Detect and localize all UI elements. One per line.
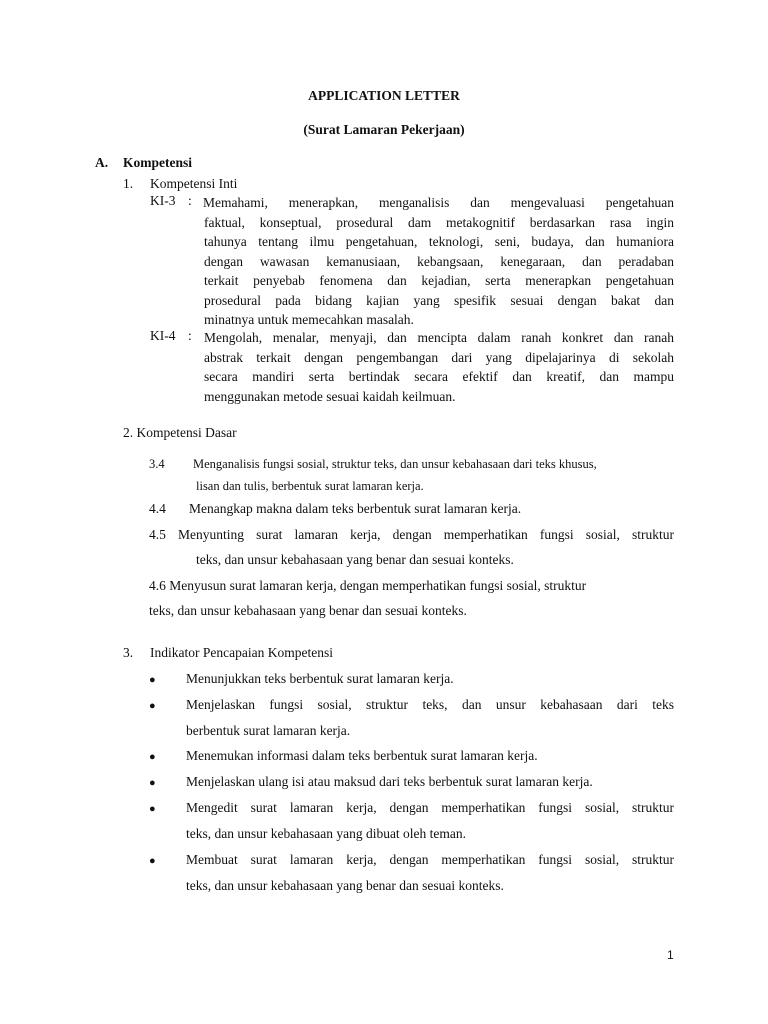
ki3-colon: :: [188, 193, 192, 208]
ki3-line: tahunya tentang ilmu pengetahuan, teknologi, seni, budaya, dan humaniora: [204, 234, 674, 249]
ki4-colon: :: [188, 328, 192, 343]
ki4-line: secara mandiri serta bertindak secara efektif dan kreatif, dan mampu: [204, 369, 674, 384]
bullet-icon: ●: [149, 855, 156, 867]
section-a-marker: A.: [95, 155, 109, 170]
kd-heading: 2. Kompetensi Dasar: [123, 425, 237, 440]
indikator-item-line: Menemukan informasi dalam teks berbentuk surat lamaran kerja.: [186, 748, 538, 763]
indikator-item: [186, 769, 674, 795]
indikator-item-line: Menjelaskan fungsi sosial, struktur teks, dan unsur kebahasaan dari teks: [186, 697, 674, 712]
indikator-item: [186, 847, 674, 899]
ki3-line: prosedural pada bidang kajian yang spesifik sesuai dengan bakat dan: [204, 292, 674, 308]
kd46-line2: teks, dan unsur kebahasaan yang benar dan sesuai konteks.: [149, 603, 467, 618]
ki3-line: terkait penyebab fenomena dan kejadian, serta menerapkan pengetahuan: [204, 273, 674, 288]
ki-heading: Kompetensi Inti: [150, 176, 238, 191]
bullet-icon: ●: [149, 803, 156, 815]
indikator-item: [186, 743, 674, 769]
indikator-item-line: Mengedit surat lamaran kerja, dengan memperhatikan fungsi sosial, struktur: [186, 800, 674, 815]
indikator-item-line: Menunjukkan teks berbentuk surat lamaran kerja.: [186, 671, 454, 686]
kd44-text: Menangkap makna dalam teks berbentuk surat lamaran kerja.: [189, 501, 522, 516]
kd34-line2: lisan dan tulis, berbentuk surat lamaran kerja.: [196, 479, 424, 493]
indikator-item-line: Menjelaskan ulang isi atau maksud dari teks berbentuk surat lamaran kerja.: [186, 774, 593, 789]
page-number: 1: [667, 948, 674, 962]
ki4-label: KI-4: [150, 328, 176, 343]
ki3-line: dengan wawasan kemanusiaan, kebangsaan, kenegaraan, dan peradaban: [204, 253, 674, 269]
indikator-item-line: berbentuk surat lamaran kerja.: [186, 723, 351, 738]
ki4-text: [204, 328, 674, 406]
kd45-line2: teks, dan unsur kebahasaan yang benar dan sesuai konteks.: [196, 552, 514, 567]
indikator-item: [186, 795, 674, 847]
kd46-line1: 4.6 Menyusun surat lamaran kerja, dengan memperhatikan fungsi sosial, struktur: [149, 578, 587, 593]
ki3-line: minatnya untuk memecahkan masalah.: [204, 312, 414, 327]
document-title: APPLICATION LETTER: [308, 88, 460, 103]
indikator-item: [186, 666, 674, 692]
bullet-icon: ●: [149, 777, 156, 789]
ki4-line: Mengolah, menalar, menyaji, dan mencipta dalam ranah konkret dan ranah: [204, 330, 674, 345]
bullet-icon: ●: [149, 751, 156, 763]
section-a-heading: Kompetensi: [123, 155, 192, 170]
ki3-line: faktual, konseptual, prosedural dam metakognitif berdasarkan rasa ingin: [204, 214, 674, 230]
indikator-item-line: teks, dan unsur kebahasaan yang benar dan sesuai konteks.: [186, 878, 504, 893]
ki4-line: abstrak terkait dengan pengembangan dari yang dipelajarinya di sekolah: [204, 349, 674, 365]
kd44-number: 4.4: [149, 501, 166, 516]
kd34-line1: Menganalisis fungsi sosial, struktur teks, dan unsur kebahasaan dari teks khusus,: [193, 457, 597, 471]
indikator-item-line: Membuat surat lamaran kerja, dengan memperhatikan fungsi sosial, struktur: [186, 852, 674, 867]
indikator-item-line: teks, dan unsur kebahasaan yang dibuat oleh teman.: [186, 826, 467, 841]
ki4-line: menggunakan metode sesuai kaidah keilmuan.: [204, 388, 456, 404]
ki3-line: Memahami, menerapkan, menganalisis dan mengevaluasi pengetahuan: [203, 195, 674, 210]
indikator-item: [186, 692, 674, 744]
kd34-number: 3.4: [149, 457, 165, 471]
document-subtitle: (Surat Lamaran Pekerjaan): [303, 122, 465, 137]
ki3-text: [204, 193, 674, 330]
bullet-icon: ●: [149, 700, 156, 712]
ki3-label: KI-3: [150, 193, 176, 208]
ki-number: 1.: [123, 176, 134, 191]
kd45-line1: 4.5 Menyunting surat lamaran kerja, dengan memperhatikan fungsi sosial, struktur: [149, 527, 674, 542]
bullet-icon: ●: [149, 674, 156, 686]
indikator-number: 3.: [123, 645, 134, 660]
indikator-heading: Indikator Pencapaian Kompetensi: [150, 645, 333, 660]
